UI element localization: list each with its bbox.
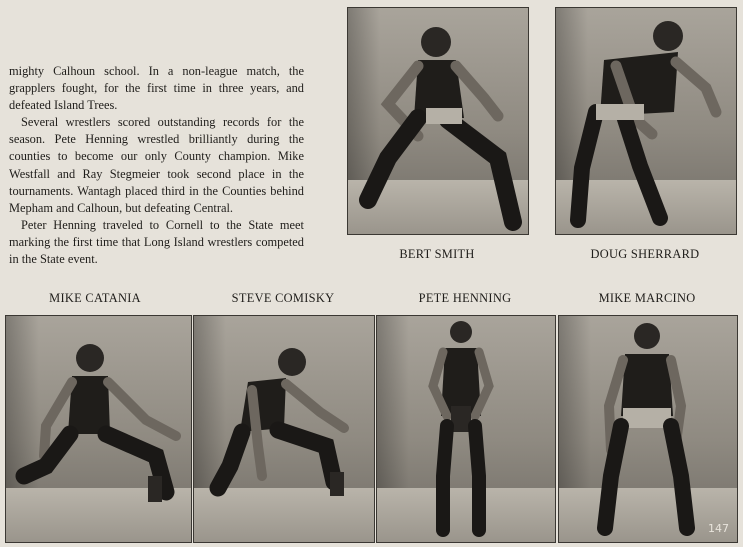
photo-mike-catania <box>5 315 192 543</box>
paragraph-2: Several wrestlers scored outstanding records for the season. Pete Henning wrestled brilliantly during the counties to become our only County champion. Mike Westfall and Ray Stegmeier took second place in the tournaments. Wantagh placed third in the Counties behind Mepham and Calhoun, but defeating Central. <box>9 115 304 215</box>
wrestler-figure-mike-marcino <box>559 316 737 542</box>
paragraph-3: Peter Henning traveled to Cornell to the State meet marking the first time that Long Island wrestlers competed in the State event. <box>9 217 304 267</box>
caption-mike-marcino: MIKE MARCINO <box>598 291 696 305</box>
caption-pete-henning: PETE HENNING <box>418 291 512 305</box>
caption-doug-sherrard: DOUG SHERRARD <box>590 247 700 261</box>
photo-bert-smith <box>347 7 529 235</box>
wrestler-figure-bert-smith <box>348 8 528 234</box>
wrestler-figure-doug-sherrard <box>556 8 736 234</box>
wrestler-figure-pete-henning <box>377 316 555 542</box>
photo-pete-henning <box>376 315 556 543</box>
caption-bert-smith: BERT SMITH <box>399 247 475 261</box>
photo-mike-marcino <box>558 315 738 543</box>
page-number: 147 <box>708 522 729 535</box>
photo-doug-sherrard <box>555 7 737 235</box>
caption-mike-catania: MIKE CATANIA <box>49 291 141 305</box>
wrestler-figure-steve-comisky <box>194 316 374 542</box>
paragraph-1: mighty Calhoun school. In a non-league match, the grapplers fought, for the first time in three years, and defeated Island Trees. <box>9 64 304 113</box>
photo-steve-comisky <box>193 315 375 543</box>
caption-steve-comisky: STEVE COMISKY <box>231 291 335 305</box>
article-text <box>9 63 304 268</box>
wrestler-figure-mike-catania <box>6 316 191 542</box>
